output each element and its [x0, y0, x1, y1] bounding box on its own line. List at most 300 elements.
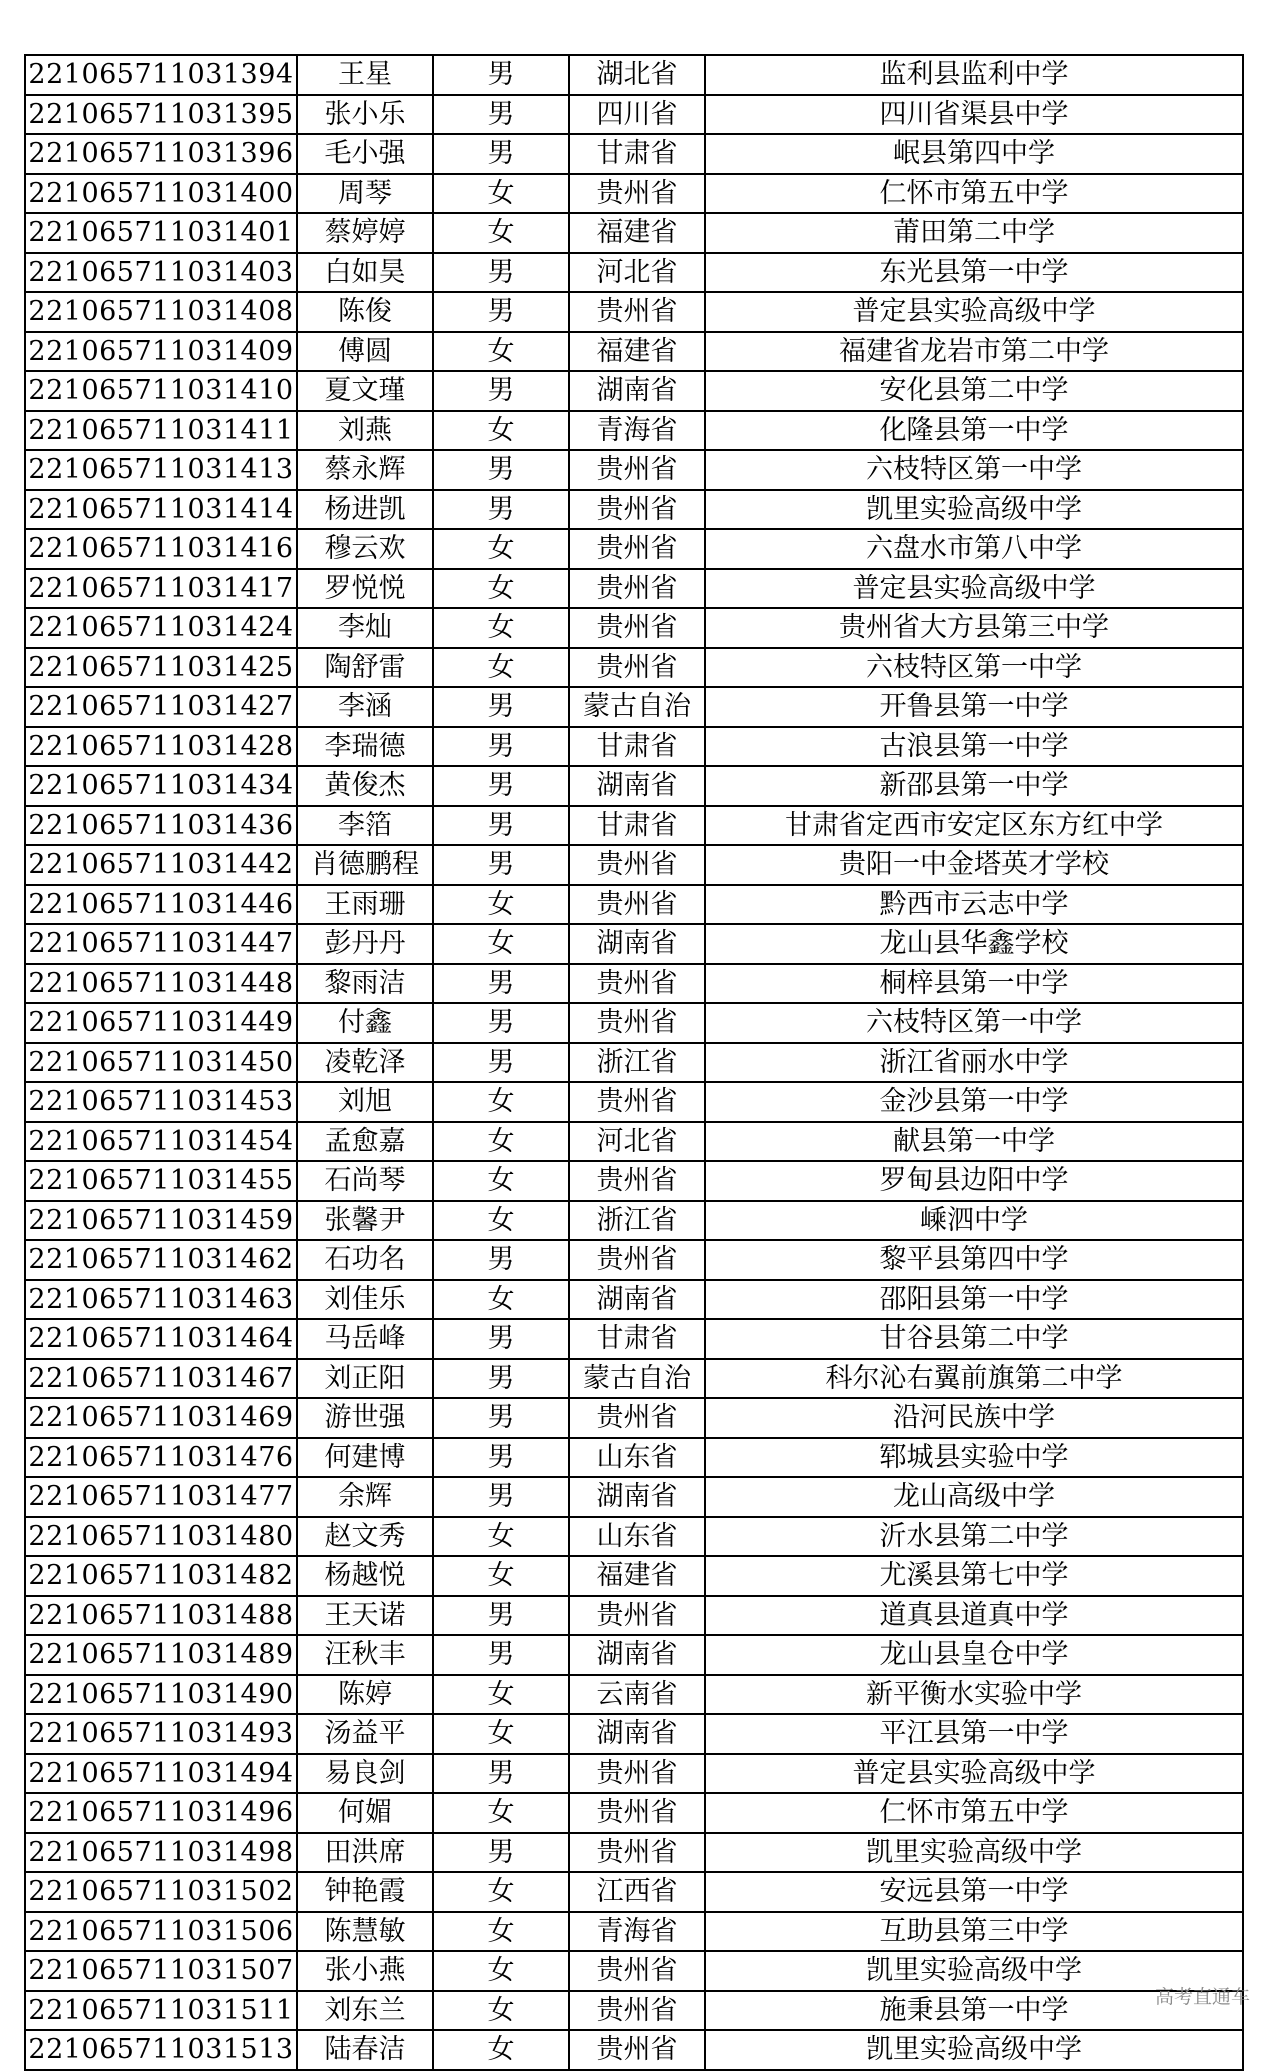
province-cell: 贵州省	[569, 292, 705, 332]
province-cell: 贵州省	[569, 174, 705, 214]
student-id-cell: 221065711031453	[25, 1082, 297, 1122]
table-row	[25, 1122, 1243, 1162]
gender-cell: 女	[433, 1517, 569, 1557]
student-id-cell: 221065711031401	[25, 213, 297, 253]
school-cell: 龙山县皇仓中学	[705, 1635, 1243, 1675]
school-cell: 安远县第一中学	[705, 1872, 1243, 1912]
table-row	[25, 845, 1243, 885]
school-cell: 甘肃省定西市安定区东方红中学	[705, 806, 1243, 846]
province-cell: 湖南省	[569, 1477, 705, 1517]
table-row	[25, 885, 1243, 925]
province-cell: 贵州省	[569, 2030, 705, 2070]
school-cell: 黎平县第四中学	[705, 1240, 1243, 1280]
student-id-cell: 221065711031394	[25, 55, 297, 95]
table-row	[25, 1635, 1243, 1675]
province-cell: 云南省	[569, 1675, 705, 1715]
gender-cell: 女	[433, 2030, 569, 2070]
gender-cell: 女	[433, 1201, 569, 1241]
table-row	[25, 1833, 1243, 1873]
province-cell: 贵州省	[569, 1793, 705, 1833]
school-cell: 沿河民族中学	[705, 1398, 1243, 1438]
table-row	[25, 1477, 1243, 1517]
gender-cell: 女	[433, 1714, 569, 1754]
name-cell: 刘佳乐	[297, 1280, 433, 1320]
table-row	[25, 95, 1243, 135]
province-cell: 贵州省	[569, 1398, 705, 1438]
province-cell: 湖南省	[569, 1280, 705, 1320]
province-cell: 浙江省	[569, 1043, 705, 1083]
name-cell: 汪秋丰	[297, 1635, 433, 1675]
student-id-cell: 221065711031506	[25, 1912, 297, 1952]
school-cell: 凯里实验高级中学	[705, 490, 1243, 530]
name-cell: 罗悦悦	[297, 569, 433, 609]
table-row	[25, 1596, 1243, 1636]
school-cell: 六枝特区第一中学	[705, 648, 1243, 688]
gender-cell: 男	[433, 766, 569, 806]
name-cell: 余辉	[297, 1477, 433, 1517]
province-cell: 贵州省	[569, 1003, 705, 1043]
school-cell: 桐梓县第一中学	[705, 964, 1243, 1004]
province-cell: 贵州省	[569, 608, 705, 648]
gender-cell: 男	[433, 1359, 569, 1399]
school-cell: 新邵县第一中学	[705, 766, 1243, 806]
gender-cell: 女	[433, 1991, 569, 2031]
school-cell: 沂水县第二中学	[705, 1517, 1243, 1557]
name-cell: 陈婷	[297, 1675, 433, 1715]
province-cell: 湖南省	[569, 1635, 705, 1675]
table-row	[25, 529, 1243, 569]
gender-cell: 女	[433, 332, 569, 372]
student-id-cell: 221065711031446	[25, 885, 297, 925]
gender-cell: 女	[433, 1082, 569, 1122]
gender-cell: 女	[433, 1951, 569, 1991]
table-row	[25, 1082, 1243, 1122]
school-cell: 贵阳一中金塔英才学校	[705, 845, 1243, 885]
table-row	[25, 1003, 1243, 1043]
name-cell: 刘燕	[297, 411, 433, 451]
school-cell: 龙山高级中学	[705, 1477, 1243, 1517]
table-row	[25, 213, 1243, 253]
school-cell: 甘谷县第二中学	[705, 1319, 1243, 1359]
gender-cell: 男	[433, 450, 569, 490]
school-cell: 道真县道真中学	[705, 1596, 1243, 1636]
student-id-cell: 221065711031469	[25, 1398, 297, 1438]
name-cell: 陶舒雷	[297, 648, 433, 688]
student-id-cell: 221065711031493	[25, 1714, 297, 1754]
school-cell: 科尔沁右翼前旗第二中学	[705, 1359, 1243, 1399]
school-cell: 开鲁县第一中学	[705, 687, 1243, 727]
province-cell: 贵州省	[569, 450, 705, 490]
table-row	[25, 1240, 1243, 1280]
table-row	[25, 1359, 1243, 1399]
province-cell: 贵州省	[569, 885, 705, 925]
gender-cell: 男	[433, 253, 569, 293]
table-row	[25, 608, 1243, 648]
province-cell: 河北省	[569, 253, 705, 293]
table-row	[25, 55, 1243, 95]
name-cell: 杨进凯	[297, 490, 433, 530]
table-row	[25, 1872, 1243, 1912]
student-id-cell: 221065711031454	[25, 1122, 297, 1162]
name-cell: 石功名	[297, 1240, 433, 1280]
student-id-cell: 221065711031434	[25, 766, 297, 806]
name-cell: 何建博	[297, 1438, 433, 1478]
student-id-cell: 221065711031448	[25, 964, 297, 1004]
name-cell: 凌乾泽	[297, 1043, 433, 1083]
school-cell: 献县第一中学	[705, 1122, 1243, 1162]
name-cell: 蔡永辉	[297, 450, 433, 490]
student-id-cell: 221065711031425	[25, 648, 297, 688]
province-cell: 贵州省	[569, 1951, 705, 1991]
school-cell: 岷县第四中学	[705, 134, 1243, 174]
province-cell: 浙江省	[569, 1201, 705, 1241]
province-cell: 贵州省	[569, 1161, 705, 1201]
table-row	[25, 766, 1243, 806]
school-cell: 凯里实验高级中学	[705, 2030, 1243, 2070]
school-cell: 施秉县第一中学	[705, 1991, 1243, 2031]
table-row	[25, 1319, 1243, 1359]
name-cell: 汤益平	[297, 1714, 433, 1754]
school-cell: 安化县第二中学	[705, 371, 1243, 411]
table-row	[25, 924, 1243, 964]
school-cell: 六盘水市第八中学	[705, 529, 1243, 569]
gender-cell: 女	[433, 608, 569, 648]
name-cell: 傅圆	[297, 332, 433, 372]
school-cell: 监利县监利中学	[705, 55, 1243, 95]
table-row	[25, 1675, 1243, 1715]
province-cell: 福建省	[569, 1556, 705, 1596]
province-cell: 贵州省	[569, 648, 705, 688]
student-id-cell: 221065711031416	[25, 529, 297, 569]
name-cell: 马岳峰	[297, 1319, 433, 1359]
province-cell: 湖南省	[569, 924, 705, 964]
name-cell: 李箔	[297, 806, 433, 846]
student-id-cell: 221065711031403	[25, 253, 297, 293]
student-id-cell: 221065711031396	[25, 134, 297, 174]
name-cell: 毛小强	[297, 134, 433, 174]
gender-cell: 男	[433, 727, 569, 767]
school-cell: 金沙县第一中学	[705, 1082, 1243, 1122]
name-cell: 黄俊杰	[297, 766, 433, 806]
student-id-cell: 221065711031414	[25, 490, 297, 530]
school-cell: 罗甸县边阳中学	[705, 1161, 1243, 1201]
gender-cell: 女	[433, 411, 569, 451]
table-row	[25, 1438, 1243, 1478]
gender-cell: 男	[433, 95, 569, 135]
student-id-cell: 221065711031498	[25, 1833, 297, 1873]
gender-cell: 男	[433, 1754, 569, 1794]
province-cell: 贵州省	[569, 490, 705, 530]
province-cell: 贵州省	[569, 1240, 705, 1280]
student-id-cell: 221065711031482	[25, 1556, 297, 1596]
name-cell: 王雨珊	[297, 885, 433, 925]
province-cell: 甘肃省	[569, 134, 705, 174]
gender-cell: 男	[433, 687, 569, 727]
gender-cell: 女	[433, 648, 569, 688]
province-cell: 贵州省	[569, 845, 705, 885]
gender-cell: 女	[433, 1675, 569, 1715]
province-cell: 贵州省	[569, 569, 705, 609]
province-cell: 贵州省	[569, 1991, 705, 2031]
student-id-cell: 221065711031417	[25, 569, 297, 609]
province-cell: 贵州省	[569, 529, 705, 569]
table-row	[25, 1793, 1243, 1833]
gender-cell: 女	[433, 1161, 569, 1201]
school-cell: 黔西市云志中学	[705, 885, 1243, 925]
gender-cell: 男	[433, 1319, 569, 1359]
gender-cell: 男	[433, 292, 569, 332]
table-row	[25, 253, 1243, 293]
name-cell: 李涵	[297, 687, 433, 727]
name-cell: 张小燕	[297, 1951, 433, 1991]
province-cell: 甘肃省	[569, 727, 705, 767]
student-id-cell: 221065711031459	[25, 1201, 297, 1241]
student-id-cell: 221065711031427	[25, 687, 297, 727]
student-id-cell: 221065711031464	[25, 1319, 297, 1359]
name-cell: 周琴	[297, 174, 433, 214]
school-cell: 福建省龙岩市第二中学	[705, 332, 1243, 372]
student-id-cell: 221065711031442	[25, 845, 297, 885]
gender-cell: 男	[433, 1240, 569, 1280]
gender-cell: 女	[433, 1872, 569, 1912]
gender-cell: 男	[433, 1398, 569, 1438]
name-cell: 陈慧敏	[297, 1912, 433, 1952]
province-cell: 四川省	[569, 95, 705, 135]
school-cell: 六枝特区第一中学	[705, 450, 1243, 490]
gender-cell: 男	[433, 1043, 569, 1083]
name-cell: 穆云欢	[297, 529, 433, 569]
student-id-cell: 221065711031409	[25, 332, 297, 372]
name-cell: 李灿	[297, 608, 433, 648]
student-id-cell: 221065711031494	[25, 1754, 297, 1794]
school-cell: 贵州省大方县第三中学	[705, 608, 1243, 648]
name-cell: 赵文秀	[297, 1517, 433, 1557]
table-row	[25, 806, 1243, 846]
name-cell: 钟艳霞	[297, 1872, 433, 1912]
province-cell: 贵州省	[569, 1833, 705, 1873]
school-cell: 六枝特区第一中学	[705, 1003, 1243, 1043]
school-cell: 新平衡水实验中学	[705, 1675, 1243, 1715]
gender-cell: 女	[433, 1793, 569, 1833]
gender-cell: 男	[433, 1003, 569, 1043]
gender-cell: 女	[433, 1280, 569, 1320]
name-cell: 何媚	[297, 1793, 433, 1833]
gender-cell: 男	[433, 371, 569, 411]
table-row	[25, 1043, 1243, 1083]
school-cell: 普定县实验高级中学	[705, 1754, 1243, 1794]
province-cell: 福建省	[569, 332, 705, 372]
school-cell: 凯里实验高级中学	[705, 1951, 1243, 1991]
school-cell: 郓城县实验中学	[705, 1438, 1243, 1478]
province-cell: 湖北省	[569, 55, 705, 95]
province-cell: 贵州省	[569, 964, 705, 1004]
table-row	[25, 569, 1243, 609]
table-row	[25, 1714, 1243, 1754]
gender-cell: 男	[433, 134, 569, 174]
table-row	[25, 490, 1243, 530]
student-list-table	[24, 54, 1244, 2071]
name-cell: 刘东兰	[297, 1991, 433, 2031]
province-cell: 青海省	[569, 1912, 705, 1952]
school-cell: 龙山县华鑫学校	[705, 924, 1243, 964]
table-row	[25, 292, 1243, 332]
student-id-cell: 221065711031488	[25, 1596, 297, 1636]
name-cell: 王天诺	[297, 1596, 433, 1636]
province-cell: 福建省	[569, 213, 705, 253]
name-cell: 彭丹丹	[297, 924, 433, 964]
gender-cell: 男	[433, 845, 569, 885]
name-cell: 白如昊	[297, 253, 433, 293]
student-id-cell: 221065711031395	[25, 95, 297, 135]
gender-cell: 男	[433, 1635, 569, 1675]
table-row	[25, 1951, 1243, 1991]
student-id-cell: 221065711031408	[25, 292, 297, 332]
name-cell: 游世强	[297, 1398, 433, 1438]
name-cell: 田洪席	[297, 1833, 433, 1873]
table-row	[25, 1201, 1243, 1241]
name-cell: 黎雨洁	[297, 964, 433, 1004]
student-id-cell: 221065711031400	[25, 174, 297, 214]
name-cell: 蔡婷婷	[297, 213, 433, 253]
student-id-cell: 221065711031449	[25, 1003, 297, 1043]
name-cell: 付鑫	[297, 1003, 433, 1043]
school-cell: 仁怀市第五中学	[705, 1793, 1243, 1833]
table-row	[25, 134, 1243, 174]
student-id-cell: 221065711031428	[25, 727, 297, 767]
student-id-cell: 221065711031513	[25, 2030, 297, 2070]
table-row	[25, 1754, 1243, 1794]
table-row	[25, 174, 1243, 214]
school-cell: 化隆县第一中学	[705, 411, 1243, 451]
province-cell: 湖南省	[569, 371, 705, 411]
school-cell: 浙江省丽水中学	[705, 1043, 1243, 1083]
gender-cell: 男	[433, 490, 569, 530]
province-cell: 河北省	[569, 1122, 705, 1162]
table-row	[25, 1517, 1243, 1557]
gender-cell: 女	[433, 569, 569, 609]
gender-cell: 男	[433, 806, 569, 846]
student-id-cell: 221065711031477	[25, 1477, 297, 1517]
school-cell: 尤溪县第七中学	[705, 1556, 1243, 1596]
province-cell: 蒙古自治	[569, 687, 705, 727]
student-id-cell: 221065711031476	[25, 1438, 297, 1478]
gender-cell: 男	[433, 964, 569, 1004]
province-cell: 甘肃省	[569, 1319, 705, 1359]
student-id-cell: 221065711031490	[25, 1675, 297, 1715]
table-row	[25, 1556, 1243, 1596]
gender-cell: 男	[433, 1596, 569, 1636]
student-id-cell: 221065711031450	[25, 1043, 297, 1083]
gender-cell: 男	[433, 1438, 569, 1478]
gender-cell: 男	[433, 1833, 569, 1873]
student-id-cell: 221065711031411	[25, 411, 297, 451]
gender-cell: 女	[433, 1122, 569, 1162]
student-id-cell: 221065711031511	[25, 1991, 297, 2031]
student-id-cell: 221065711031462	[25, 1240, 297, 1280]
gender-cell: 女	[433, 924, 569, 964]
student-id-cell: 221065711031489	[25, 1635, 297, 1675]
province-cell: 湖南省	[569, 766, 705, 806]
name-cell: 张小乐	[297, 95, 433, 135]
school-cell: 东光县第一中学	[705, 253, 1243, 293]
name-cell: 王星	[297, 55, 433, 95]
student-id-cell: 221065711031447	[25, 924, 297, 964]
name-cell: 石尚琴	[297, 1161, 433, 1201]
student-id-cell: 221065711031463	[25, 1280, 297, 1320]
name-cell: 李瑞德	[297, 727, 433, 767]
student-id-cell: 221065711031467	[25, 1359, 297, 1399]
school-cell: 普定县实验高级中学	[705, 569, 1243, 609]
gender-cell: 男	[433, 55, 569, 95]
gender-cell: 女	[433, 1556, 569, 1596]
student-id-cell: 221065711031455	[25, 1161, 297, 1201]
school-cell: 互助县第三中学	[705, 1912, 1243, 1952]
table-body	[25, 55, 1243, 2070]
province-cell: 湖南省	[569, 1714, 705, 1754]
name-cell: 易良剑	[297, 1754, 433, 1794]
student-id-cell: 221065711031413	[25, 450, 297, 490]
name-cell: 张馨尹	[297, 1201, 433, 1241]
school-cell: 邵阳县第一中学	[705, 1280, 1243, 1320]
table-row	[25, 1912, 1243, 1952]
name-cell: 肖德鹏程	[297, 845, 433, 885]
name-cell: 陈俊	[297, 292, 433, 332]
table-row	[25, 727, 1243, 767]
student-id-cell: 221065711031410	[25, 371, 297, 411]
school-cell: 四川省渠县中学	[705, 95, 1243, 135]
table-row	[25, 1991, 1243, 2031]
student-id-cell: 221065711031480	[25, 1517, 297, 1557]
province-cell: 贵州省	[569, 1596, 705, 1636]
name-cell: 刘旭	[297, 1082, 433, 1122]
province-cell: 山东省	[569, 1517, 705, 1557]
province-cell: 贵州省	[569, 1082, 705, 1122]
student-id-cell: 221065711031502	[25, 1872, 297, 1912]
gender-cell: 女	[433, 1912, 569, 1952]
name-cell: 陆春洁	[297, 2030, 433, 2070]
school-cell: 普定县实验高级中学	[705, 292, 1243, 332]
gender-cell: 女	[433, 885, 569, 925]
province-cell: 蒙古自治	[569, 1359, 705, 1399]
school-cell: 凯里实验高级中学	[705, 1833, 1243, 1873]
gender-cell: 女	[433, 529, 569, 569]
student-id-cell: 221065711031507	[25, 1951, 297, 1991]
table-row	[25, 1398, 1243, 1438]
province-cell: 江西省	[569, 1872, 705, 1912]
table-row	[25, 371, 1243, 411]
table-row	[25, 648, 1243, 688]
table-row	[25, 687, 1243, 727]
table-row	[25, 1280, 1243, 1320]
gender-cell: 男	[433, 1477, 569, 1517]
table-row	[25, 2030, 1243, 2070]
school-cell: 仁怀市第五中学	[705, 174, 1243, 214]
name-cell: 夏文瑾	[297, 371, 433, 411]
school-cell: 嵊泗中学	[705, 1201, 1243, 1241]
province-cell: 贵州省	[569, 1754, 705, 1794]
name-cell: 孟愈嘉	[297, 1122, 433, 1162]
table-row	[25, 1161, 1243, 1201]
watermark-text: 高考直通车	[1154, 1986, 1250, 2008]
school-cell: 古浪县第一中学	[705, 727, 1243, 767]
student-id-cell: 221065711031436	[25, 806, 297, 846]
gender-cell: 女	[433, 213, 569, 253]
province-cell: 青海省	[569, 411, 705, 451]
table-row	[25, 964, 1243, 1004]
school-cell: 平江县第一中学	[705, 1714, 1243, 1754]
province-cell: 甘肃省	[569, 806, 705, 846]
student-id-cell: 221065711031496	[25, 1793, 297, 1833]
